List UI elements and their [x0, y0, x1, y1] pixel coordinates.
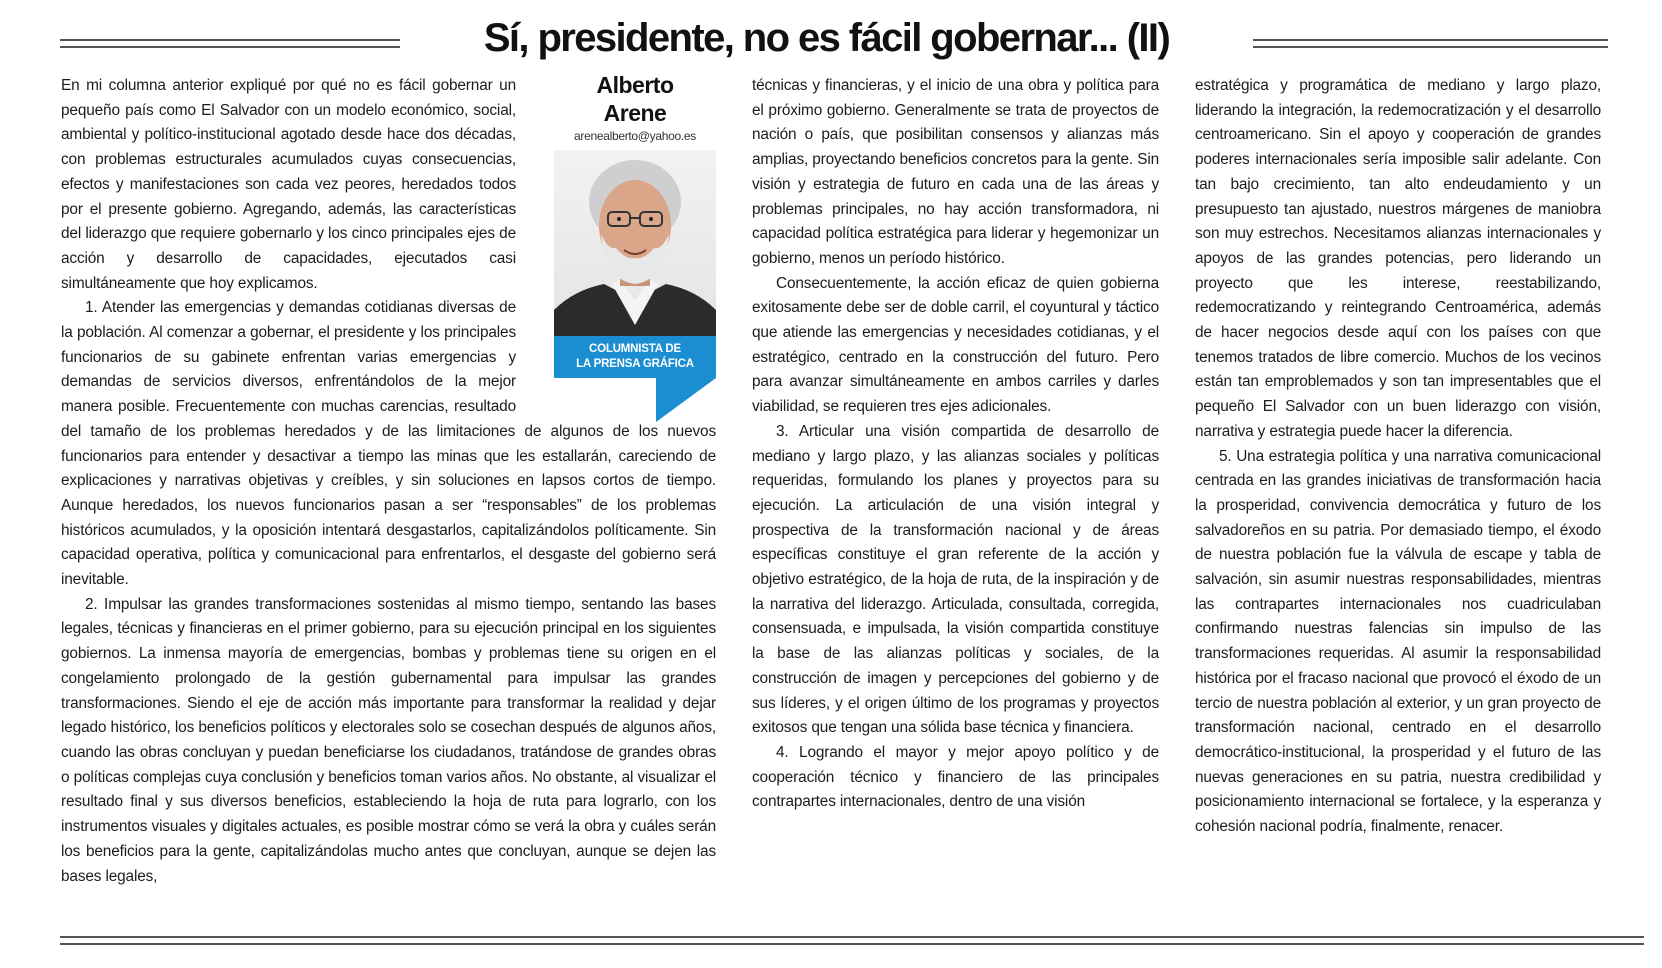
paragraph-point-2: 2. Impulsar las grandes transformaciones sostenidas al mismo tiempo, sentando las bases legales, técnicas y financieras en el primer gobierno, para su ejecución principal en los siguientes gobiernos. La inmensa mayoría de emergencias, bombas y problemas tiene su origen en el congelamiento prolongado de la gestión gubernamental para impulsar las grandes transformaciones. Siendo el eje de acción más importante para transformar la realidad y dejar legado histórico, los beneficios políticos y electorales solo se cosechan después de algunos años, cuando las obras concluyan y puedan beneficiarse los ciudadanos, tratándose de grandes obras o políticas complejas cuya conclusión y beneficios toman varios años. No obstante, al visualizar el resultado final y sus diversos beneficios, estableciendo la hoja de ruta para lograrlo, con los instrumentos visuales y digitales actuales, es posible mostrar cómo se verá la obra y cuáles serán los beneficios para la gente, capitalizándolas mucho antes que concluyan, aunque se dejen las bases legales, — [61, 595, 716, 885]
headline-bar — [60, 12, 1608, 72]
paragraph-point-5: 5. Una estrategia política y una narrativa comunicacional centrada en las grandes iniciativas de transformación hacia la prosperidad, convivencia democrática y futuro de los salvadoreños en su patria. Por demasiado tiempo, el éxodo de nuestra población fue la válvula de escape y tabla de salvación, sin asumir nuestras responsabilidades, mientras las contrapartes internacionales nos cuadriculaban confirmando nuestras falencias sin impulso de las transformaciones requeridas. Al asumir la responsabilidad histórica por el fracaso nacional que provocó el éxodo de un tercio de nuestra población al exterior, y un gran proyecto de transformación nacional, centrado en el desarrollo democrático-institucional, la prosperidad y el futuro de las nuevas generaciones en su patria, nuestra credibilidad y posicionamiento internacional se fortalece, y la esperanza y cohesión nacional podría, finalmente, renacer. — [1195, 447, 1601, 836]
paragraph-double-lane: Consecuentemente, la acción eficaz de quien gobierna exitosamente debe ser de doble carril, el coyuntural y táctico que atiende las emergencias y necesidades cotidianas, y el estratégico, centrado en la construcción del futuro. Pero para avanzar simultáneamente en ambos carriles y darles viabilidad, se requieren tres ejes adicionales. — [752, 274, 1159, 416]
paragraph-point-1: 1. Atender las emergencias y demandas cotidianas diversas de la población. Al comenzar a gobernar, el presidente y los principales funcionarios de su gabinete enfrentan varias emergencias y demandas de servicios diversos, enfrentándolos de la mejor manera posible. Frecuentemente con muchas carencias, resultado del tamaño de los problemas heredados y de las limitaciones de algunos de los nuevos funcionarios para entender y desactivar a tiempo las minas que les estallarán, careciendo de explicaciones y narrativas objetivas y creíbles, y sin soluciones en lapsos cortos de tiempo. Aunque heredados, los nuevos funcionarios pasan a ser “responsables” de los problemas históricos acumulados, y la oposición intentará desgastarlos, capitalizándolos políticamente. Sin capacidad operativa, política y comunicacional para enfrentarlos, el desgaste del gobierno será inevitable. — [61, 299, 716, 589]
paragraph-point-4-continued: estratégica y programática de mediano y largo plazo, liderando la integración, la redemocratización y el desarrollo centroamericano. Sin el apoyo y cooperación de grandes poderes internacionales sería imposible salir adelante. Con tan bajo crecimiento, tan alto endeudamiento y un presupuesto tan ajustado, nuestros márgenes de maniobra son muy estrechos. Necesitamos alianzas internacionales y apoyos de las grandes potencias, pero liderando un proyecto que les interese, reestabilizando, redemocratizando y reintegrando Centroamérica, además de hacer negocios desde aquí con los países con que tenemos tratados de libre comercio. Muchos de los vecinos están tan emproblemados y son tan impresentables que el pequeño El Salvador con un buen liderazgo con visión, narrativa y estrategia puede hacer la diferencia. — [1195, 77, 1601, 440]
paragraph-point-2-continued: técnicas y financieras, y el inicio de una obra y política para el próximo gobierno. Generalmente se trata de proyectos de nación o país, que posibilitan consensos y alianzas más amplias, proyectando beneficios concretos para la gente. Sin visión y estrategia de futuro en cada una de las áreas y problemas principales, no hay acción transformadora, ni capacidad política estratégica para liderar y hegemonizar un gobierno, menos un período histórico. — [752, 77, 1159, 267]
author-email: arenealberto@yahoo.es — [574, 129, 696, 143]
headline-rule-right — [1253, 39, 1608, 48]
paragraph-point-4: 4. Logrando el mayor y mejor apoyo político y de cooperación técnico y financiero de las principales contrapartes internacionales, dentro de una visión — [752, 743, 1159, 811]
author-first-name: Alberto — [596, 72, 674, 98]
paragraph-point-3: 3. Articular una visión compartida de desarrollo de mediano y largo plazo, y las alianzas sociales y políticas requeridas, formulando los planes y proyectos para su ejecución. La articulación de una visión integral y prospectiva de la transformación nacional y de áreas específicas constituye el gran referente de la acción y objetivo estratégico, de la hoja de ruta, de la inspiración y de la narrativa del liderazgo. Articulada, consultada, corregida, consensuada, e impulsada, la visión compartida constituye la base de las alianzas políticas y sociales, de la construcción de imagen y percepciones del gobierno y de sus líderes, y el origen último de los programas y proyectos exitosos que tengan una sólida base técnica y financiera. — [752, 422, 1159, 737]
author-last-name: Arene — [603, 100, 667, 126]
headline-rule-left — [60, 39, 400, 48]
column-left — [61, 74, 716, 889]
badge-line-1: COLUMNISTA DE — [589, 343, 681, 355]
bottom-rule — [60, 936, 1644, 945]
article-title: Sí, presidente, no es fácil gobernar... (II) — [483, 16, 1170, 60]
author-box — [554, 68, 716, 416]
columnist-badge — [554, 336, 716, 378]
badge-line-2: LA PRENSA GRÁFICA — [576, 358, 694, 370]
paragraph-intro: En mi columna anterior expliqué por qué no es fácil gobernar un pequeño país como El Salvador con un modelo económico, social, ambiental y político-institucional agotado desde hace dos décadas, con problemas estructurales acumulados cuyas consecuencias, efectos y manifestaciones son cada vez peores, heredados todos por el presente gobierno. Agregando, además, las características del liderazgo que requiere gobernarlo y los cinco principales ejes de acción y desarrollo de capacidades, ejecutados casi simultáneamente que hoy explicamos. — [61, 77, 516, 292]
badge-tail — [554, 378, 716, 424]
column-right — [1195, 74, 1601, 840]
column-middle — [752, 74, 1159, 815]
author-photo — [554, 150, 716, 336]
